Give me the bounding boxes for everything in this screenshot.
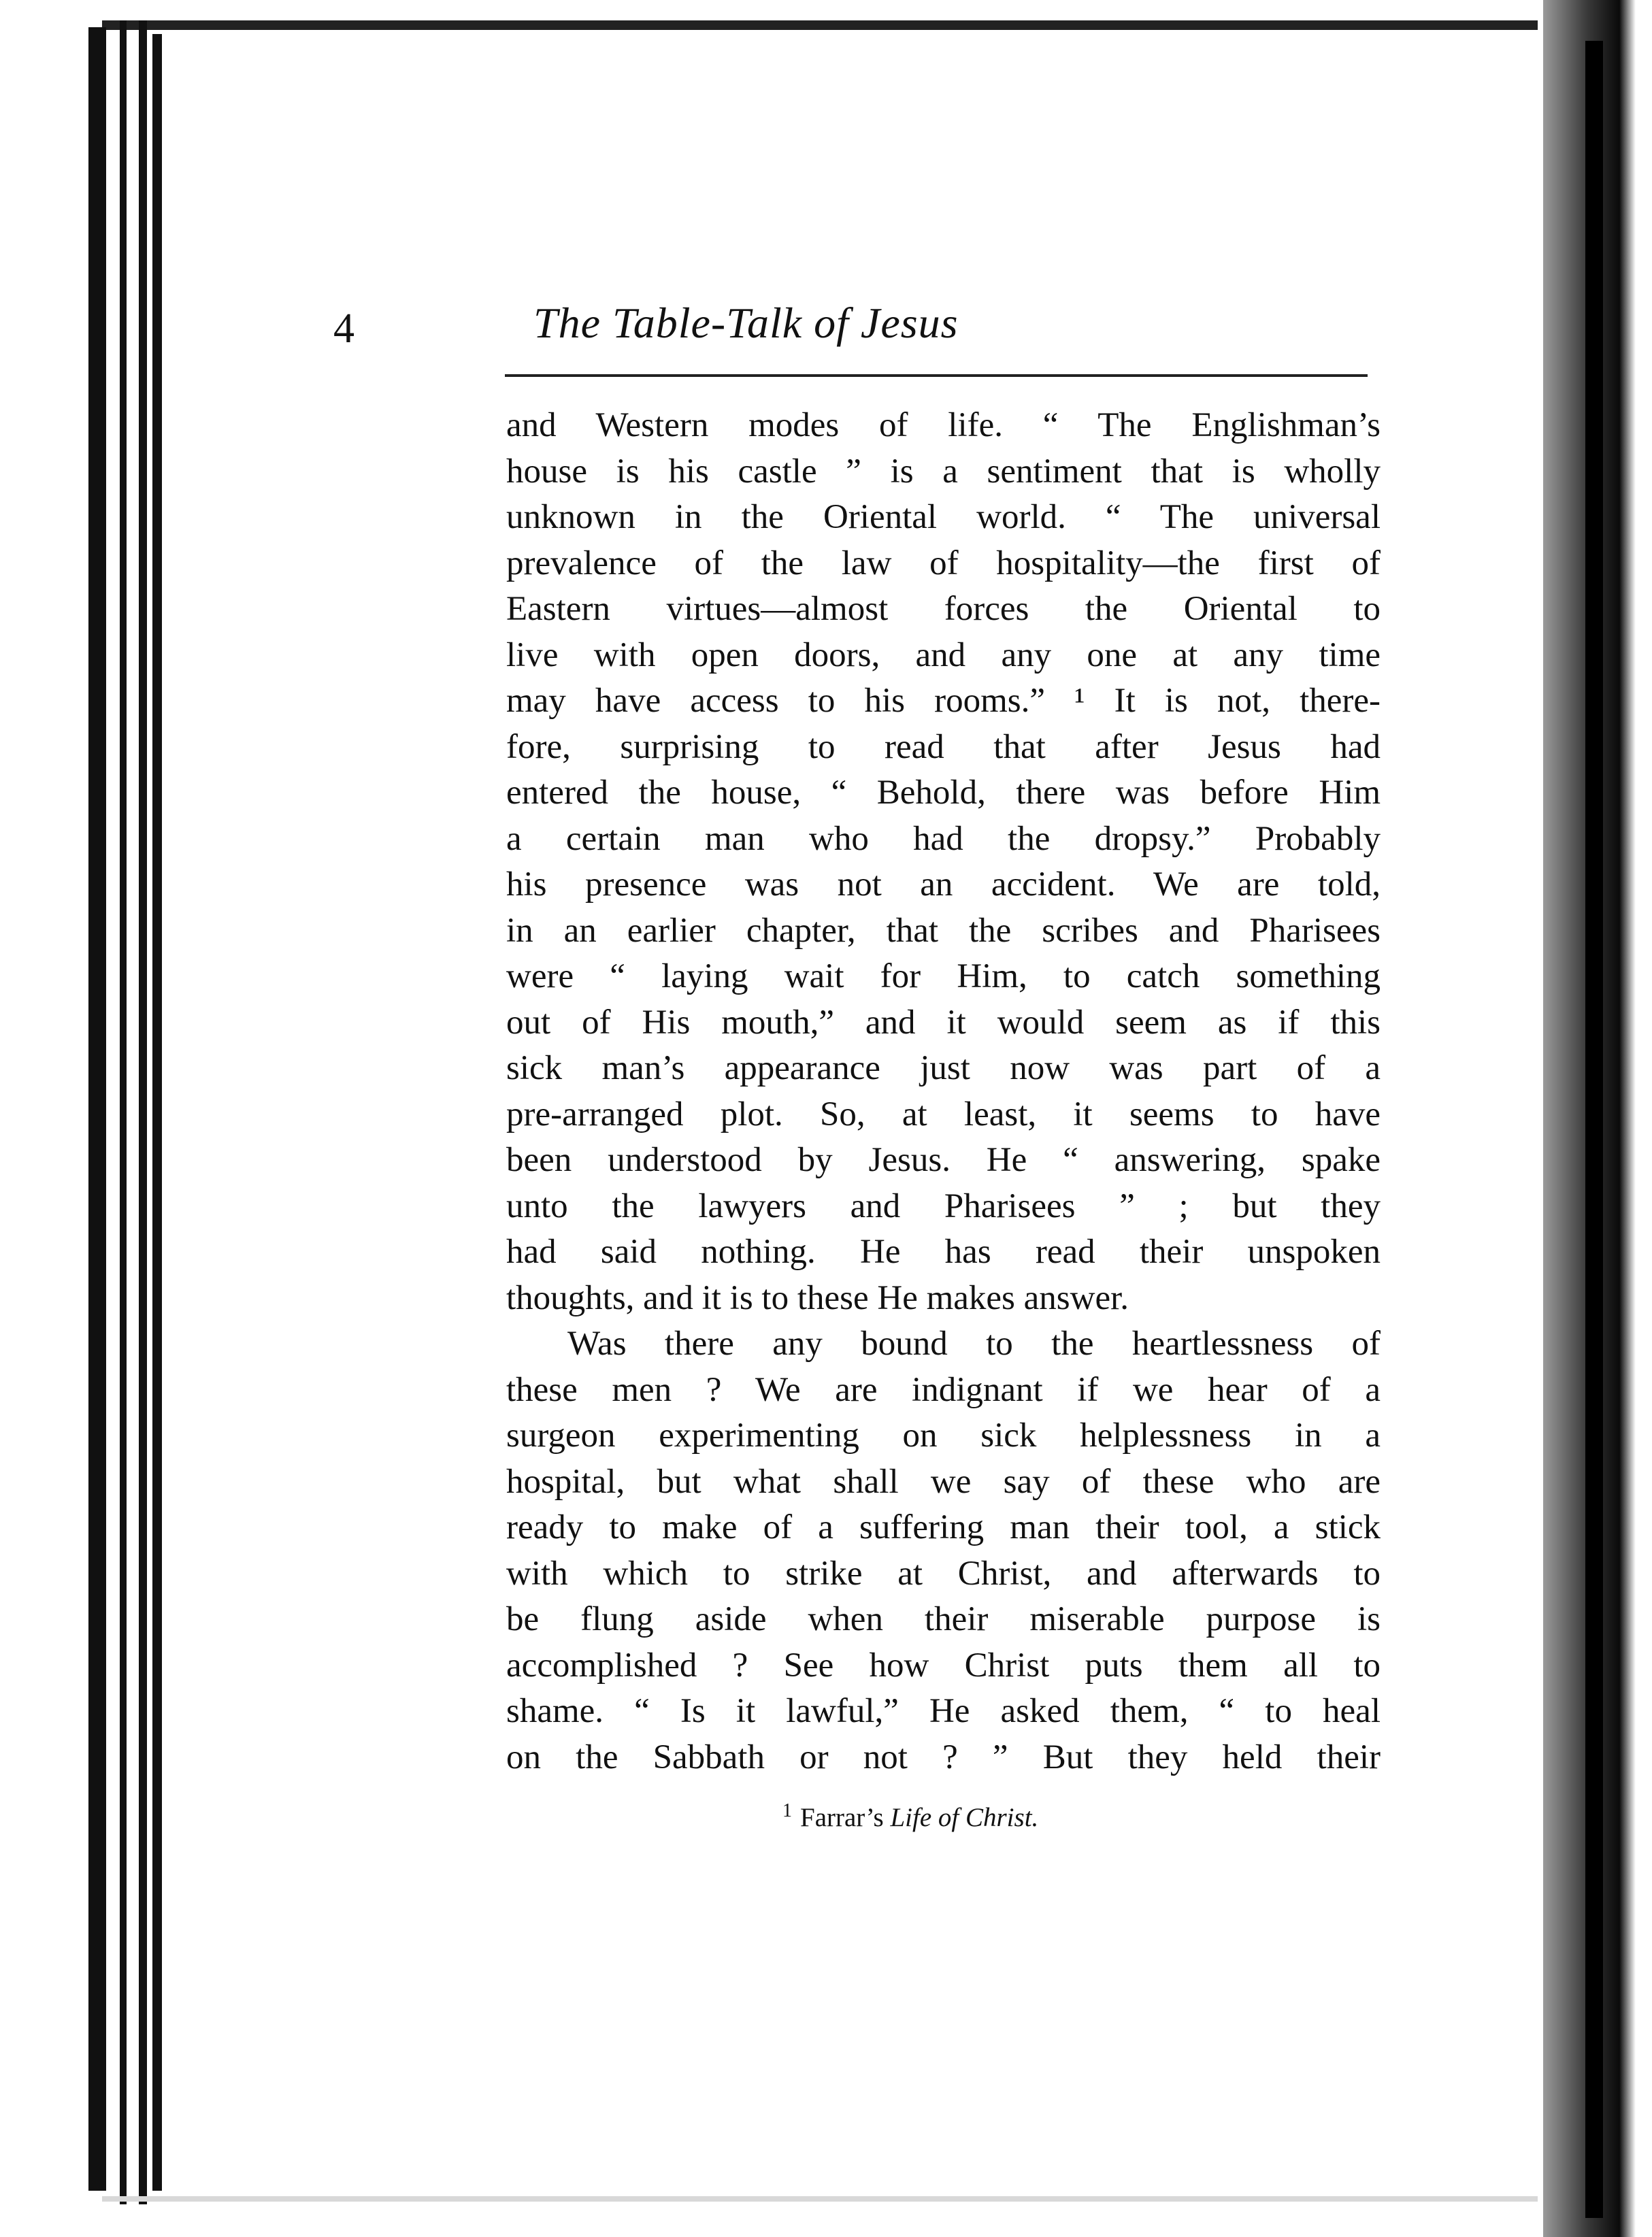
page-header [333, 286, 1368, 367]
stacked-page-edge [139, 20, 147, 2204]
text-line: on the Sabbath or not ? ” But they held their [506, 1738, 1381, 1776]
footnote-author: Farrar’s [800, 1803, 884, 1832]
footnote-mark: 1 [782, 1800, 792, 1821]
text-line: and Western modes of life. “ The Englishman’s [506, 406, 1381, 444]
text-line: entered the house, “ Behold, there was before Him [506, 774, 1381, 812]
text-line: unknown in the Oriental world. “ The universal [506, 498, 1381, 536]
text-line: hospital, but what shall we say of these who are [506, 1462, 1381, 1501]
stacked-page-edge [120, 20, 127, 2204]
text-line: live with open doors, and any one at any time [506, 635, 1381, 674]
text-line: prevalence of the law of hospitality—the first of [506, 544, 1381, 582]
footnote-work-title: Life of Christ. [890, 1803, 1039, 1832]
text-line: may have access to his rooms.” ¹ It is not, there- [506, 682, 1381, 720]
stacked-page-edge [88, 27, 106, 2191]
paragraph-start-line: Was there any bound to the heartlessness of [567, 1325, 1381, 1363]
text-line: shame. “ Is it lawful,” He asked them, “ to heal [506, 1692, 1381, 1730]
text-line: unto the lawyers and Pharisees ” ; but they [506, 1187, 1381, 1225]
text-line: be flung aside when their miserable purpose is [506, 1600, 1381, 1638]
running-title: The Table-Talk of Jesus [533, 299, 959, 347]
text-line: surgeon experimenting on sick helplessness in a [506, 1416, 1381, 1455]
text-line: Eastern virtues—almost forces the Oriental to [506, 590, 1381, 628]
text-line: fore, surprising to read that after Jesus had [506, 727, 1381, 766]
footnote [782, 1800, 1038, 1833]
text-line: accomplished ? See how Christ puts them all to [506, 1646, 1381, 1685]
text-line: had said nothing. He has read their unspoken [506, 1233, 1381, 1271]
page-bottom-edge [102, 2196, 1538, 2202]
page-number: 4 [333, 305, 354, 352]
text-line: a certain man who had the dropsy.” Probably [506, 819, 1381, 858]
text-line: ready to make of a suffering man their tool, a stick [506, 1508, 1381, 1546]
text-line: these men ? We are indignant if we hear of a [506, 1370, 1381, 1409]
paragraph-end-line: thoughts, and it is to these He makes answer. [506, 1278, 1129, 1317]
text-line: out of His mouth,” and it would seem as if this [506, 1003, 1381, 1042]
book-gutter-edge [1585, 41, 1603, 2218]
page-top-edge [102, 20, 1538, 30]
text-line: pre-arranged plot. So, at least, it seems to have [506, 1095, 1381, 1133]
text-line: sick man’s appearance just now was part of a [506, 1049, 1381, 1087]
text-line: house is his castle ” is a sentiment that is wholly [506, 452, 1381, 491]
header-rule [505, 374, 1368, 377]
body-text [506, 403, 1381, 1780]
text-line: been understood by Jesus. He “ answering, spake [506, 1141, 1381, 1179]
stacked-page-edge [152, 34, 162, 2191]
text-line: with which to strike at Christ, and afterwards to [506, 1554, 1381, 1593]
text-line: were “ laying wait for Him, to catch something [506, 957, 1381, 995]
text-line: in an earlier chapter, that the scribes and Pharisees [506, 911, 1381, 950]
text-line: his presence was not an accident. We are told, [506, 865, 1381, 904]
